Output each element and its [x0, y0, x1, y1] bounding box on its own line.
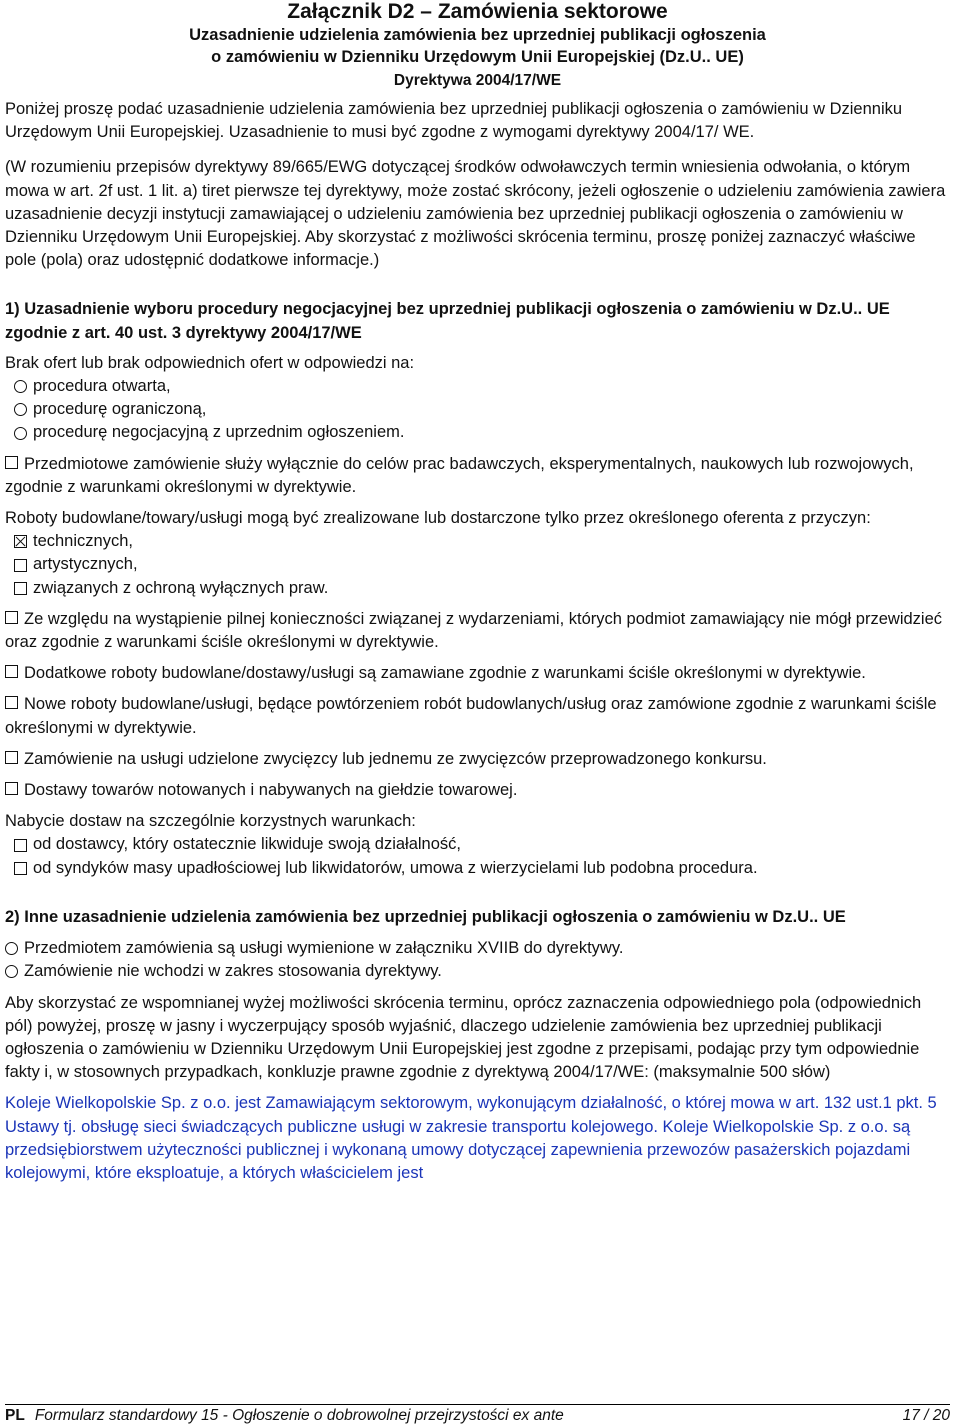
single-supplier-option[interactable] [5, 553, 950, 576]
checkbox[interactable] [5, 611, 18, 624]
page-footer [5, 1404, 950, 1427]
single-supplier-option[interactable] [5, 530, 950, 553]
additional-works-item[interactable] [5, 662, 950, 685]
directive-label: Dyrektywa 2004/17/WE [393, 72, 562, 89]
page-number: 17 / 20 [902, 1407, 950, 1424]
radio-button[interactable] [14, 403, 27, 416]
no-offers-option[interactable] [5, 421, 950, 444]
contest-item[interactable] [5, 748, 950, 771]
radio-button[interactable] [14, 427, 27, 440]
radio-button[interactable] [5, 965, 18, 978]
option-label: technicznych, [33, 532, 133, 551]
checkbox[interactable] [5, 696, 18, 709]
option-label: procedurę ograniczoną, [33, 400, 207, 419]
advantage-option[interactable] [5, 833, 950, 856]
checkbox-checked[interactable] [14, 535, 27, 548]
research-item[interactable] [5, 453, 950, 499]
additional-works-text: Dodatkowe roboty budowlane/dostawy/usługi są zamawiane zgodnie z warunkami ściśle określonymi w dyrektywie. [24, 664, 866, 683]
option-label: Przedmiotem zamówienia są usługi wymienione w załączniku XVIIB do dyrektywy. [24, 939, 624, 958]
document-page [5, 0, 950, 1185]
document-subtitle-line2: o zamówieniu w Dzienniku Urzędowym Unii Europejskiej (Dz.U.. UE) [211, 48, 744, 66]
option-label: od syndyków masy upadłościowej lub likwidatorów, umowa z wierzycielami lub podobna procedura. [33, 858, 758, 877]
option-label: od dostawcy, który ostatecznie likwiduje swoją działalność, [33, 835, 461, 854]
option-label: procedurę negocjacyjną z uprzednim ogłoszeniem. [33, 423, 405, 442]
document-subtitle-line1: Uzasadnienie udzielenia zamówienia bez uprzedniej publikacji ogłoszenia [189, 26, 766, 44]
no-offers-option[interactable] [5, 375, 950, 398]
no-offers-option[interactable] [5, 398, 950, 421]
option-label: Zamówienie nie wchodzi w zakres stosowania dyrektywy. [24, 962, 442, 981]
option-label: artystycznych, [33, 555, 138, 574]
advantage-label: Nabycie dostaw na szczególnie korzystnych warunkach: [5, 812, 416, 831]
commodity-text: Dostawy towarów notowanych i nabywanych na giełdzie towarowej. [24, 781, 518, 800]
checkbox[interactable] [5, 782, 18, 795]
urgency-text: Ze względu na wystąpienie pilnej konieczności związanej z wydarzeniami, których podmiot zamawiający nie mógł przewidzieć oraz zgodnie z warunkami ściśle określonymi w dyrektywie. [5, 609, 942, 652]
radio-button[interactable] [14, 380, 27, 393]
advantage-option[interactable] [5, 857, 950, 880]
justification-instructions: Aby skorzystać ze wspomnianej wyżej możliwości skrócenia terminu, oprócz zaznaczenia odpowiedniego pola (odpowiednich pól) powyżej, proszę w jasny i wyczerpujący sposób wyjaśnić, dlaczego udzielenie zamówienia bez uprzedniej publikacji ogłoszenia o zamówieniu w Dzienniku Urzędowym Unii Europejskiej jest zgodne z przepisami, podając przy tym odpowiednie fakty i, w stosownych przypadkach, konkluzje prawne zgodnie z dyrektywą 2004/17/WE: (maksymalnie 500 słów) [5, 993, 922, 1082]
commodity-item[interactable] [5, 779, 950, 802]
repetition-text: Nowe roboty budowlane/usługi, będące powtórzeniem robót budowlanych/usług oraz zamówione zgodnie z warunkami ściśle określonymi w dyrektywie. [5, 695, 937, 737]
urgency-item[interactable] [5, 608, 950, 654]
other-reason-option[interactable] [5, 937, 950, 960]
checkbox[interactable] [14, 559, 27, 572]
checkbox[interactable] [5, 751, 18, 764]
document-title: Załącznik D2 – Zamówienia sektorowe [287, 0, 668, 23]
research-text: Przedmiotowe zamówienie służy wyłącznie do celów prac badawczych, eksperymentalnych, naukowych lub rozwojowych, zgodnie z warunkami określonymi w dyrektywie. [5, 454, 914, 496]
single-supplier-label: Roboty budowlane/towary/usługi mogą być zrealizowane lub dostarczone tylko przez określonego oferenta z przyczyn: [5, 509, 871, 528]
checkbox[interactable] [5, 665, 18, 678]
checkbox[interactable] [5, 456, 18, 469]
no-offers-label: Brak ofert lub brak odpowiednich ofert w odpowiedzi na: [5, 353, 415, 372]
single-supplier-option[interactable] [5, 577, 950, 600]
option-label: związanych z ochroną wyłącznych praw. [33, 578, 329, 597]
section1-heading: 1) Uzasadnienie wyboru procedury negocjacyjnej bez uprzedniej publikacji ogłoszenia o zamówieniu w Dz.U.. UE zgodnie z art. 40 ust. 3 dyrektywy 2004/17/WE [5, 300, 890, 342]
other-reason-option[interactable] [5, 960, 950, 983]
repetition-item[interactable] [5, 693, 950, 739]
language-code: PL [5, 1407, 25, 1424]
section2-heading: 2) Inne uzasadnienie udzielenia zamówienia bez uprzedniej publikacji ogłoszenia o zamówieniu w Dz.U.. UE [5, 907, 846, 926]
checkbox[interactable] [14, 582, 27, 595]
document-header [5, 0, 950, 92]
checkbox[interactable] [14, 839, 27, 852]
intro-paragraph: Poniżej proszę podać uzasadnienie udzielenia zamówienia bez uprzedniej publikacji ogłoszenia o zamówieniu w Dzienniku Urzędowym Unii Europejskiej. Uzasadnienie to musi być zgodne z wymogami dyrektywy 2004/17/ WE. [5, 100, 903, 142]
contest-text: Zamówienie na usługi udzielone zwycięzcy lub jednemu ze zwycięzców przeprowadzonego konkursu. [24, 749, 767, 768]
checkbox[interactable] [14, 862, 27, 875]
radio-button[interactable] [5, 942, 18, 955]
justification-answer: Koleje Wielkopolskie Sp. z o.o. jest Zamawiającym sektorowym, wykonującym działalność, o której mowa w art. 132 ust.1 pkt. 5 Ustawy tj. obsługę sieci świadczących publiczne usługi w zakresie transportu kolejowego. Koleje Wielkopolskie Sp. z o.o. są przedsiębiorstwem użyteczności publicznej i wykonaną umowy dotyczącej zapewnienia przewozów pasażerskich pojazdami kolejowymi, które eksploatuje, a których właścicielem jest [5, 1094, 937, 1182]
option-label: procedura otwarta, [33, 377, 171, 396]
form-name: Formularz standardowy 15 - Ogłoszenie o dobrowolnej przejrzystości ex ante [34, 1407, 564, 1424]
intro-note-paragraph: (W rozumieniu przepisów dyrektywy 89/665/EWG dotyczącej środków odwoławczych termin wniesienia odwołania, o którym mowa w art. 2f ust. 1 lit. a) tiret pierwsze tej dyrektywy, może zostać skrócony, jeżeli ogłoszenie o udzieleniu zamówienia zawiera uzasadnienie decyzji instytucji zamawiającej o udzieleniu zamówienia bez uprzedniej publikacji ogłoszenia o zamówieniu w Dzienniku Urzędowym Unii Europejskiej. Aby skorzystać z możliwości skrócenia terminu, proszę poniżej zaznaczyć właściwe pole (pola) oraz udostępnić dodatkowe informacje.) [5, 158, 946, 270]
